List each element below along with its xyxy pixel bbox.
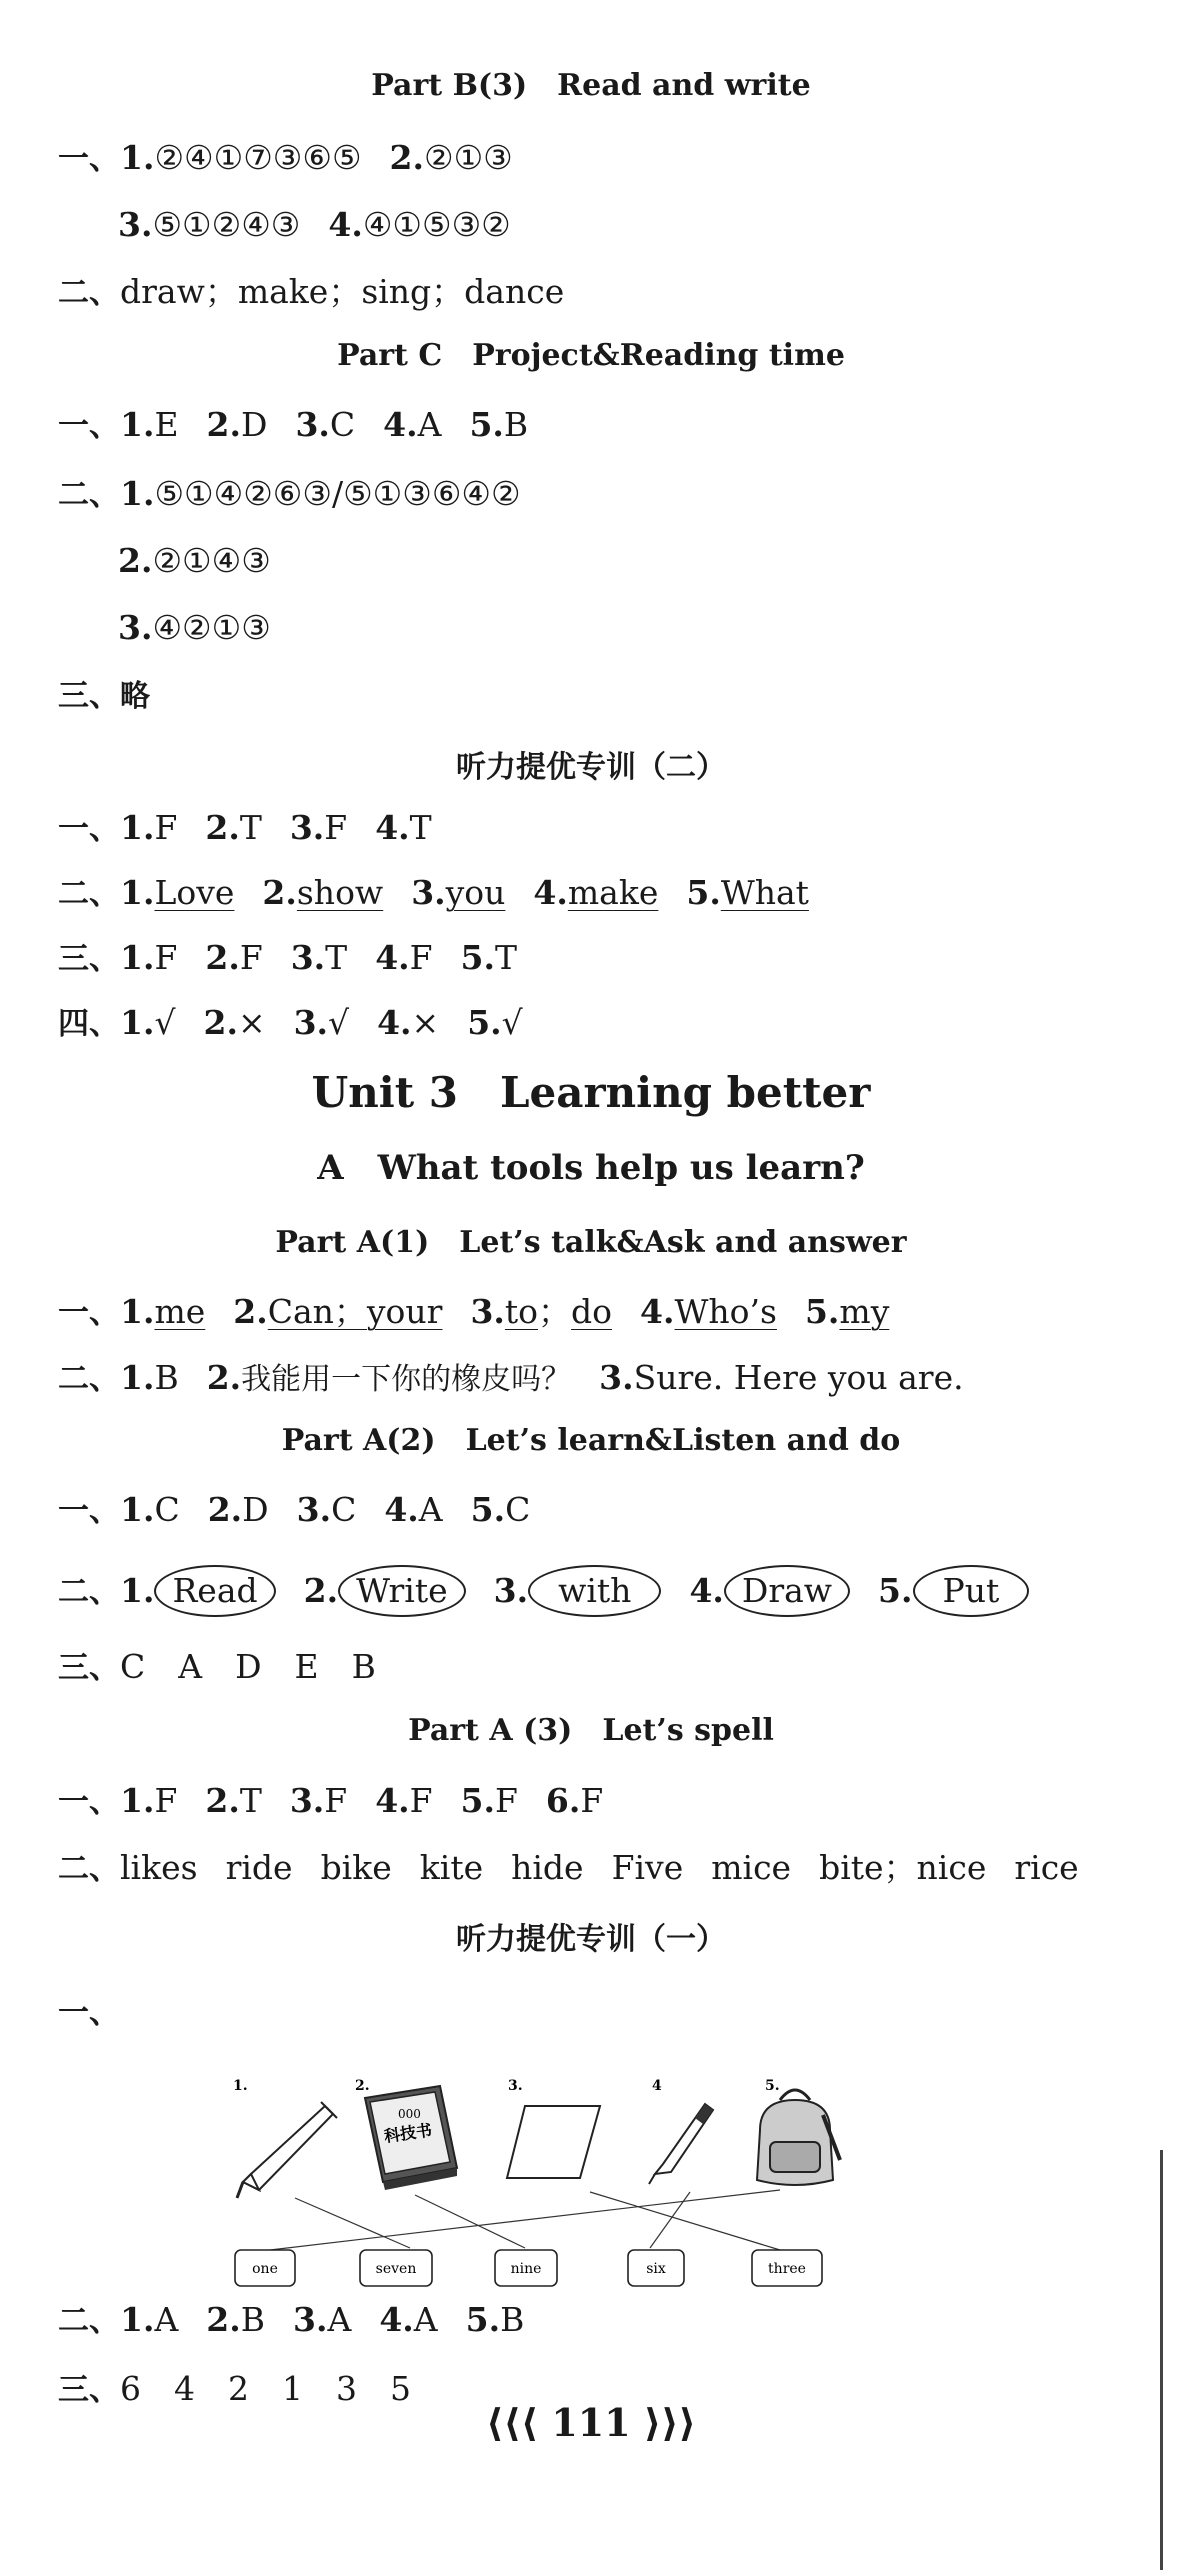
num: 2.: [207, 1490, 243, 1529]
label-one: 一、: [58, 141, 120, 177]
num: 1.: [120, 873, 155, 912]
circled-answer: Draw: [724, 1565, 850, 1617]
num: 3.: [118, 205, 153, 244]
answer: C A D E B: [120, 1647, 376, 1686]
answer: B: [240, 2300, 266, 2339]
answer: ②①③: [424, 138, 513, 177]
num: 5.: [467, 1003, 502, 1042]
answer: T: [239, 808, 262, 847]
figure-number: 4: [652, 2078, 662, 2094]
section-title-part-c: Part C Project&Reading time: [337, 338, 845, 373]
num: 5.: [804, 1292, 840, 1331]
num: 5.: [470, 1490, 506, 1529]
answer: ride: [225, 1848, 293, 1887]
answer: mice: [711, 1848, 792, 1887]
answer: ②①④③: [152, 541, 271, 580]
answer: ×: [411, 1003, 440, 1042]
label-three: 三、: [58, 941, 120, 977]
answer: bite；nice: [819, 1848, 987, 1887]
num: 1.: [120, 938, 155, 977]
answer: you: [445, 873, 506, 912]
answer: kite: [419, 1848, 484, 1887]
answer: 6 4 2 1 3 5: [120, 2369, 411, 2408]
num: 4.: [383, 405, 418, 444]
separator: ；: [538, 1292, 572, 1331]
answer: A: [327, 2300, 352, 2339]
answer: ④②①③: [152, 608, 271, 647]
pen-icon: [649, 2104, 713, 2184]
answer: hide: [511, 1848, 584, 1887]
word-box-nine: [495, 2250, 557, 2286]
circled-answer: Write: [338, 1565, 466, 1617]
circled-answer: Read: [154, 1565, 275, 1617]
answer: me: [154, 1292, 206, 1331]
label-two: 二、: [58, 1851, 120, 1887]
label-three: 三、: [58, 678, 120, 714]
answer: bike: [320, 1848, 392, 1887]
num: 3.: [470, 1292, 505, 1331]
answer: F: [154, 1781, 178, 1820]
l2-row-4: [58, 1001, 523, 1046]
answer: A: [418, 1490, 443, 1529]
circled-answer: with: [528, 1565, 661, 1617]
word-box-label: one: [252, 2261, 278, 2277]
num: 4.: [640, 1292, 675, 1331]
c-row-5: [58, 673, 150, 719]
label-one: 一、: [58, 811, 120, 847]
section-a-title: A What tools help us learn?: [317, 1148, 865, 1188]
answer: C: [329, 405, 356, 444]
num: 3.: [493, 1571, 529, 1610]
answer: rice: [1014, 1848, 1079, 1887]
answer: A: [154, 2300, 179, 2339]
answer: ⑤①④②⑥③/⑤①③⑥④②: [154, 474, 521, 513]
num: 3.: [289, 808, 325, 847]
pencil-icon: [237, 2102, 337, 2198]
a3-row-1: [58, 1779, 603, 1824]
section-title-part-a3: Part A (3) Let’s spell: [408, 1713, 774, 1748]
b3-row-1: [58, 136, 513, 181]
l2-row-1: [58, 806, 432, 851]
num: 1.: [120, 1292, 155, 1331]
num: 3.: [411, 873, 446, 912]
answer: Can；your: [267, 1292, 443, 1331]
answer: F: [409, 938, 433, 977]
answer: Who’s: [674, 1292, 777, 1331]
answer: √: [501, 1003, 523, 1042]
page-number: [0, 2400, 1182, 2445]
num: 5.: [465, 2300, 501, 2339]
answer: T: [495, 938, 518, 977]
word-box-three: [752, 2250, 822, 2286]
num: 3.: [296, 1490, 332, 1529]
num: 2.: [205, 808, 240, 847]
label-two: 二、: [58, 1574, 120, 1610]
answer: D: [242, 1490, 269, 1529]
answer: ⑤①②④③: [152, 205, 301, 244]
word-box-one: [235, 2250, 295, 2286]
answer: What: [720, 873, 809, 912]
answer: √: [328, 1003, 350, 1042]
word-box-six: [628, 2250, 684, 2286]
answer: Sure. Here you are.: [633, 1358, 964, 1397]
l2-row-2: [58, 871, 809, 916]
num: 6.: [545, 1781, 581, 1820]
page-deco-right: ⟩⟩⟩: [630, 2400, 696, 2445]
num: 4.: [533, 873, 568, 912]
label-three: 三、: [58, 2372, 120, 2408]
section-title-part-a2: Part A(2) Let’s learn&Listen and do: [281, 1423, 901, 1458]
num: 1.: [120, 1490, 155, 1529]
num: 1.: [120, 474, 155, 513]
num: 4.: [328, 205, 363, 244]
answer: ④①⑤③②: [362, 205, 511, 244]
num: 1.: [120, 1003, 155, 1042]
answer: F: [409, 1781, 433, 1820]
num: 4.: [384, 1490, 419, 1529]
num: 4.: [689, 1571, 724, 1610]
label-one: 一、: [58, 1493, 120, 1529]
l1-row-2: [58, 2298, 524, 2343]
num: 1.: [120, 2300, 155, 2339]
num: 5.: [469, 405, 504, 444]
num: 2.: [389, 138, 424, 177]
answer: draw；make；sing；dance: [120, 272, 565, 311]
answer: F: [580, 1781, 604, 1820]
num: 4.: [375, 1781, 410, 1820]
section-title-listening-2: 听力提优专训（二）: [456, 750, 726, 785]
l2-row-3: [58, 936, 517, 981]
answer: 略: [120, 679, 150, 714]
num: 3.: [295, 405, 330, 444]
answer: F: [239, 938, 263, 977]
figure-number: 5.: [765, 2078, 780, 2094]
num: 2.: [233, 1292, 268, 1331]
matching-figure: [225, 2070, 885, 2290]
num: 2.: [262, 873, 297, 912]
a1-row-1: [58, 1290, 889, 1335]
label-one: 一、: [58, 1995, 120, 2031]
label-three: 三、: [58, 1650, 120, 1686]
a2-row-1: [58, 1488, 530, 1533]
num: 2.: [205, 938, 240, 977]
answer: Five: [611, 1848, 684, 1887]
word-box-seven: [360, 2250, 432, 2286]
num: 2.: [206, 2300, 241, 2339]
num: 3.: [599, 1358, 634, 1397]
num: 5.: [460, 938, 495, 977]
label-one: 一、: [58, 408, 120, 444]
num: 5.: [878, 1571, 913, 1610]
c-row-1: [58, 403, 528, 448]
answer: ×: [237, 1003, 266, 1042]
answer: F: [154, 938, 178, 977]
paper-icon: [507, 2106, 600, 2178]
answer: A: [417, 405, 442, 444]
num: 4.: [375, 808, 410, 847]
answer: √: [154, 1003, 176, 1042]
num: 2.: [206, 1358, 242, 1397]
word-box-label: nine: [510, 2261, 542, 2277]
label-two: 二、: [58, 275, 120, 311]
a2-row-3: [58, 1645, 376, 1690]
answer: F: [495, 1781, 518, 1820]
label-two: 二、: [58, 477, 120, 513]
word-box-label: three: [768, 2261, 806, 2277]
answer: T: [325, 938, 348, 977]
answer: C: [154, 1490, 180, 1529]
answer: E: [154, 405, 179, 444]
answer: F: [324, 808, 348, 847]
a1-row-2: [58, 1356, 964, 1402]
book-top-text: 000: [398, 2107, 421, 2121]
num: 2.: [206, 405, 241, 444]
b3-row-2: [118, 203, 511, 247]
word-box-label: six: [646, 2261, 666, 2277]
num: 2.: [203, 1003, 238, 1042]
label-one: 一、: [58, 1784, 120, 1820]
word-box-label: seven: [375, 2261, 417, 2277]
match-lines: [270, 2190, 780, 2250]
num: 3.: [290, 938, 326, 977]
label-two: 二、: [58, 2303, 120, 2339]
num: 1.: [120, 808, 155, 847]
a3-row-2: [58, 1846, 1107, 1891]
answer: to: [504, 1292, 539, 1331]
unit-title: Unit 3 Learning better: [311, 1068, 871, 1117]
num: 3.: [293, 1003, 329, 1042]
num: 1.: [120, 1571, 155, 1610]
num: 1.: [120, 138, 155, 177]
a2-row-2: [58, 1563, 1029, 1620]
num: 1.: [120, 1781, 155, 1820]
figure-number: 1.: [233, 2078, 248, 2094]
c-row-4: [118, 606, 271, 650]
num: 3.: [293, 2300, 328, 2339]
answer: B: [503, 405, 529, 444]
label-two: 二、: [58, 1361, 120, 1397]
section-title-part-a1: Part A(1) Let’s talk&Ask and answer: [275, 1225, 907, 1260]
section-title-part-b3: Part B(3) Read and write: [371, 68, 811, 103]
page-deco-left: ⟨⟨⟨: [485, 2400, 552, 2445]
num: 1.: [120, 1358, 155, 1397]
figure-number: 3.: [508, 2078, 523, 2094]
label-one: 一、: [58, 1295, 120, 1331]
num: 2.: [118, 541, 153, 580]
c-row-2: [58, 472, 521, 517]
answer: A: [413, 2300, 438, 2339]
answer: F: [154, 808, 178, 847]
backpack-icon: [757, 2090, 840, 2185]
answer: T: [409, 808, 432, 847]
num: 1.: [120, 405, 155, 444]
num: 2.: [303, 1571, 339, 1610]
page-edge-line: [1160, 2150, 1163, 2570]
answer: do: [571, 1292, 613, 1331]
answer: B: [500, 2300, 525, 2339]
c-row-3: [118, 539, 271, 583]
num: 4.: [377, 1003, 412, 1042]
answer: C: [505, 1490, 531, 1529]
answer: Love: [154, 873, 235, 912]
answer: F: [324, 1781, 348, 1820]
l1-row-1-label: [58, 1990, 120, 2035]
label-four: 四、: [58, 1006, 120, 1042]
label-two: 二、: [58, 876, 120, 912]
section-title-listening-1: 听力提优专训（一）: [456, 1922, 726, 1957]
answer: 我能用一下你的橡皮吗？: [241, 1362, 572, 1397]
book-title: 科技书: [382, 2120, 434, 2146]
page-number-value: 111: [551, 2400, 631, 2445]
num: 5.: [460, 1781, 495, 1820]
answer: show: [296, 873, 384, 912]
num: 2.: [205, 1781, 240, 1820]
answer: my: [839, 1292, 890, 1331]
figure-number: 2.: [355, 2078, 370, 2094]
answer: T: [239, 1781, 262, 1820]
num: 4.: [375, 938, 410, 977]
num: 5.: [686, 873, 721, 912]
answer: C: [331, 1490, 357, 1529]
num: 3.: [118, 608, 153, 647]
num: 4.: [379, 2300, 414, 2339]
circled-answer: Put: [913, 1565, 1030, 1617]
answer: D: [241, 405, 268, 444]
answer: likes: [120, 1848, 198, 1887]
b3-row-3: [58, 270, 564, 315]
answer: ②④①⑦③⑥⑤: [154, 138, 362, 177]
book-icon: [365, 2086, 457, 2190]
num: 3.: [289, 1781, 325, 1820]
answer: make: [567, 873, 659, 912]
answer: B: [154, 1358, 179, 1397]
